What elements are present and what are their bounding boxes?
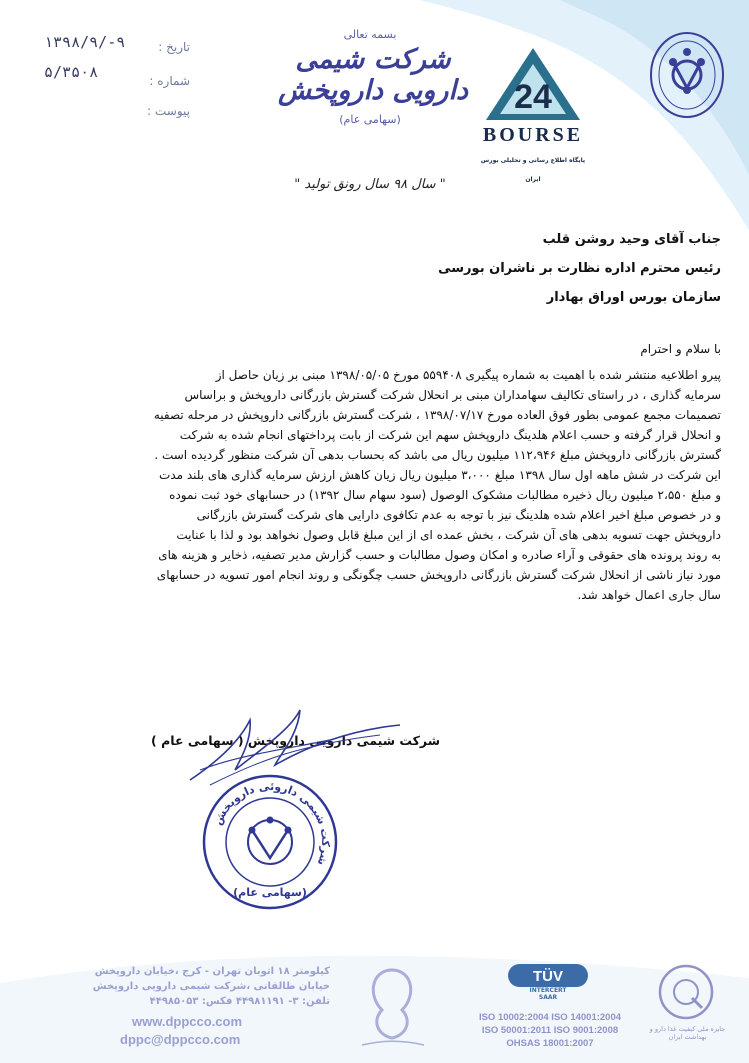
bismillah: بسمه تعالی	[343, 28, 397, 41]
stamp-text: شرکت شیمی داروئی داروپخش	[211, 779, 333, 868]
company-type: (سهامی عام)	[339, 113, 401, 126]
stamp-type: (سهامی عام)	[233, 886, 307, 899]
company-stamp	[200, 772, 340, 912]
award-caption: جایزه ملی کیفیت غذا دارو و بهداشت ایران	[649, 1025, 726, 1041]
iso-line-3: OHSAS 18001:2007	[506, 1038, 594, 1049]
iso-line-1: ISO 10002:2004 ISO 14001:2004	[478, 1012, 622, 1023]
tuv-logo	[508, 964, 588, 1001]
body-line: مورد نیاز ناشی از انحلال شرکت گسترش بازرگانی داروپخش حسب چگونگی و روند انجام امور تسویه در حسابهای	[156, 568, 721, 582]
letter-body	[21, 365, 721, 605]
body-line: پیرو اطلاعیه منتشر شده با اهمیت به شماره پیگیری ۵۵۹۴۰۸ مورخ ۱۳۹۸/۰۵/۰۵ مبنی بر زیان حاصل از	[215, 368, 721, 382]
body-line: گسترش بازرگانی داروپخش مبلغ ۱۱۲،۹۴۶ میلیون ریال می باشد که بحساب بدهی آن شرکت منظور گردیده است .	[154, 448, 721, 462]
footer-address-2: خیابان طالقانی ،شرکت شیمی دارویی داروپخش	[92, 981, 330, 992]
body-line: داروپخش جهت تسویه بدهی های آن شرکت ، بخش عمده ای از این مبلغ قابل وصول نخواهد بود و لذا با عنایت	[176, 528, 721, 542]
body-line: تصمیمات مجمع عمومی بطور فوق العاده مورخ ۱۳۹۸/۰۷/۱۷ ، شرکت گسترش بازرگانی داروپخش در مرحله تصفیه	[153, 408, 721, 422]
body-line: سرمایه گذاری ، در راستای تکالیف سهامداران مبنی بر انحلال شرکت گسترش بازرگانی داروپخش و براساس	[184, 388, 721, 402]
year-motto: " سال ۹۸ سال رونق تولید "	[294, 177, 446, 192]
signature-company: شرکت شیمی دارویی داروپخش ( سهامی عام )	[151, 733, 440, 748]
bourse-logo	[478, 44, 588, 183]
tuv-sub2: SAAR	[538, 994, 558, 1001]
company-seal-logo	[648, 30, 726, 120]
tuv-sub1: INTERCERT	[529, 987, 567, 994]
footer-address-1: کیلومتر ۱۸ اتوبان تهران - کرج ،خیابان داروپخش	[94, 966, 330, 977]
footer-phone: تلفن: ۳- ۴۴۹۸۱۱۹۱ فکس: ۴۴۹۸۵۰۵۳	[149, 996, 330, 1007]
attachment-row	[40, 100, 190, 119]
bourse-24-icon	[478, 44, 588, 124]
number-label: شماره :	[149, 74, 190, 88]
body-line: و انحلال قرار گرفته و حسب اعلام هلدینگ داروپخش سهم این شرکت از بابت پرداختهای انجام شده به شرکت	[179, 428, 721, 442]
footer-website[interactable]: www.dppcco.com	[132, 1014, 243, 1029]
date-value: ۱۳۹۸/۹/-۹	[44, 33, 126, 51]
company-name-logo: شرکت شیمی دارویی داروپخش	[278, 44, 468, 106]
footer-email[interactable]: dppc@dppcco.com	[120, 1032, 241, 1047]
recipient-name: جناب آقای وحید روشن قلب	[542, 232, 721, 247]
svg-text:24: 24	[514, 78, 552, 116]
greeting: با سلام و احترام	[640, 342, 721, 356]
quality-award-icon	[656, 962, 716, 1022]
quality-emblem-icon	[352, 960, 432, 1050]
recipient-title: رئیس محترم اداره نظارت بر ناشران بورسی	[438, 261, 721, 276]
date-label: تاریخ :	[158, 40, 190, 54]
bourse-word: BOURSE	[482, 124, 584, 146]
recipient-organization: سازمان بورس اوراق بهادار	[546, 290, 721, 305]
attachment-label: پیوست :	[147, 104, 190, 118]
body-line: و در خصوص مبلغ اخیر اعلام شده هلدینگ نیز با توجه به عدم تکافوی دارایی های شرکت گسترش بازرگانی	[196, 508, 721, 522]
company-seal-icon	[648, 30, 726, 120]
body-line: و مبلغ ۲،۵۵۰ میلیون ریال ذخیره مطالبات مشکوک الوصول (سود سهام سال ۱۳۹۲) در حسابهای خود ثبت نموده	[169, 488, 721, 502]
body-line: سال جاری اعمال خواهد شد.	[577, 588, 721, 602]
number-value: ۵/۳۵۰۸	[44, 63, 99, 81]
body-line: این شرکت در شش ماهه اول سال ۱۳۹۸ مبلغ ۳،۰۰۰ میلیون ریال زیان کاهش ارزش سرمایه گذاری های بلند مدت	[159, 468, 721, 482]
iso-line-2: ISO 50001:2011 ISO 9001:2008	[481, 1025, 619, 1036]
body-line: به روند پرونده های حقوقی و آراء صادره و امکان وصول مطالبات و حسب گزارش مدیر تصفیه، ذخایر و هزینه های	[158, 548, 721, 562]
tuv-word: TÜV	[533, 968, 563, 985]
bourse-subtitle: پایگاه اطلاع رسانی و تحلیلی بورس ایران	[480, 157, 586, 183]
